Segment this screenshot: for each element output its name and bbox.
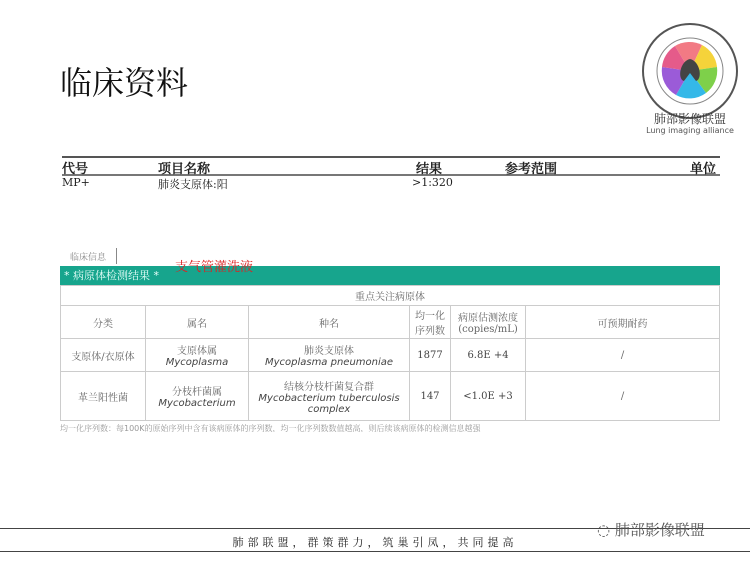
logo-subtitle: Lung imaging alliance <box>646 126 734 135</box>
species-latin: Mycobacterium tuberculosis complex <box>258 392 400 415</box>
col-reads: 均一化序列数 <box>410 306 451 339</box>
col-species: 种名 <box>249 306 410 339</box>
tab-clinical-info[interactable]: 临床信息 <box>60 248 117 264</box>
genus-latin: Mycobacterium <box>158 398 236 409</box>
lab-header-item: 项目名称 <box>158 162 211 177</box>
wechat-icon: ◌ <box>597 521 615 539</box>
footer-slogan: 肺部联盟，群策群力，筑巢引凤，共同提高 <box>232 536 518 549</box>
resistance: / <box>526 339 720 372</box>
watermark <box>597 519 705 540</box>
reads: 1877 <box>410 339 451 372</box>
species-latin: Mycoplasma pneumoniae <box>264 357 394 368</box>
col-resistance: 可预期耐药 <box>526 306 720 339</box>
lab-result: >1:320 <box>412 176 453 189</box>
table-header-row <box>61 306 720 339</box>
lab-row <box>62 176 720 192</box>
watermark-text: 肺部影像联盟 <box>614 521 705 539</box>
table-subheader: 重点关注病原体 <box>61 286 720 306</box>
genus-cn: 分枝杆菌属 <box>172 387 222 398</box>
lab-header-result: 结果 <box>416 162 443 177</box>
col-category: 分类 <box>61 306 146 339</box>
table-row <box>61 372 720 421</box>
reads: 147 <box>410 372 451 421</box>
category: 革兰阳性菌 <box>61 372 146 421</box>
genus <box>146 339 249 372</box>
resistance: / <box>526 372 720 421</box>
lab-code: MP+ <box>62 176 90 189</box>
lab-result-table <box>62 156 720 192</box>
species-cn: 肺炎支原体 <box>304 346 354 357</box>
genus-latin: Mycoplasma <box>165 357 229 368</box>
page-title: 临床资料 <box>60 64 189 102</box>
species-cn: 结核分枝杆菌复合群 <box>284 381 374 393</box>
lab-header-row <box>62 156 720 176</box>
species <box>249 339 410 372</box>
genus-cn: 支原体属 <box>177 346 217 357</box>
footnote: 均一化序列数：每100K的原始序列中含有该病原体的序列数，均一化序列数数值越高，则后续该病原体的检测信息越强 <box>60 424 481 432</box>
lab-header-unit: 单位 <box>689 162 716 177</box>
section-bar: * 病原体检测结果 * <box>60 266 720 285</box>
footer-divider-bottom <box>0 551 750 552</box>
concentration: <1.0E +3 <box>451 372 526 421</box>
category: 支原体/衣原体 <box>61 339 146 372</box>
lab-header-range: 参考范围 <box>505 162 558 177</box>
table-row <box>61 339 720 372</box>
sample-type-annotation: 支气管灌洗液 <box>175 260 254 275</box>
species <box>249 372 410 421</box>
genus <box>146 372 249 421</box>
pathogen-report <box>60 248 720 432</box>
logo-name: 肺部影像联盟 <box>653 112 726 126</box>
pathogen-table <box>60 285 720 421</box>
col-concentration: 病原估测浓度 (copies/mL) <box>451 306 526 339</box>
concentration: 6.8E +4 <box>451 339 526 372</box>
lab-item: 肺炎支原体:阳 <box>158 178 228 191</box>
lab-header-code: 代号 <box>62 162 89 177</box>
col-genus: 属名 <box>146 306 249 339</box>
